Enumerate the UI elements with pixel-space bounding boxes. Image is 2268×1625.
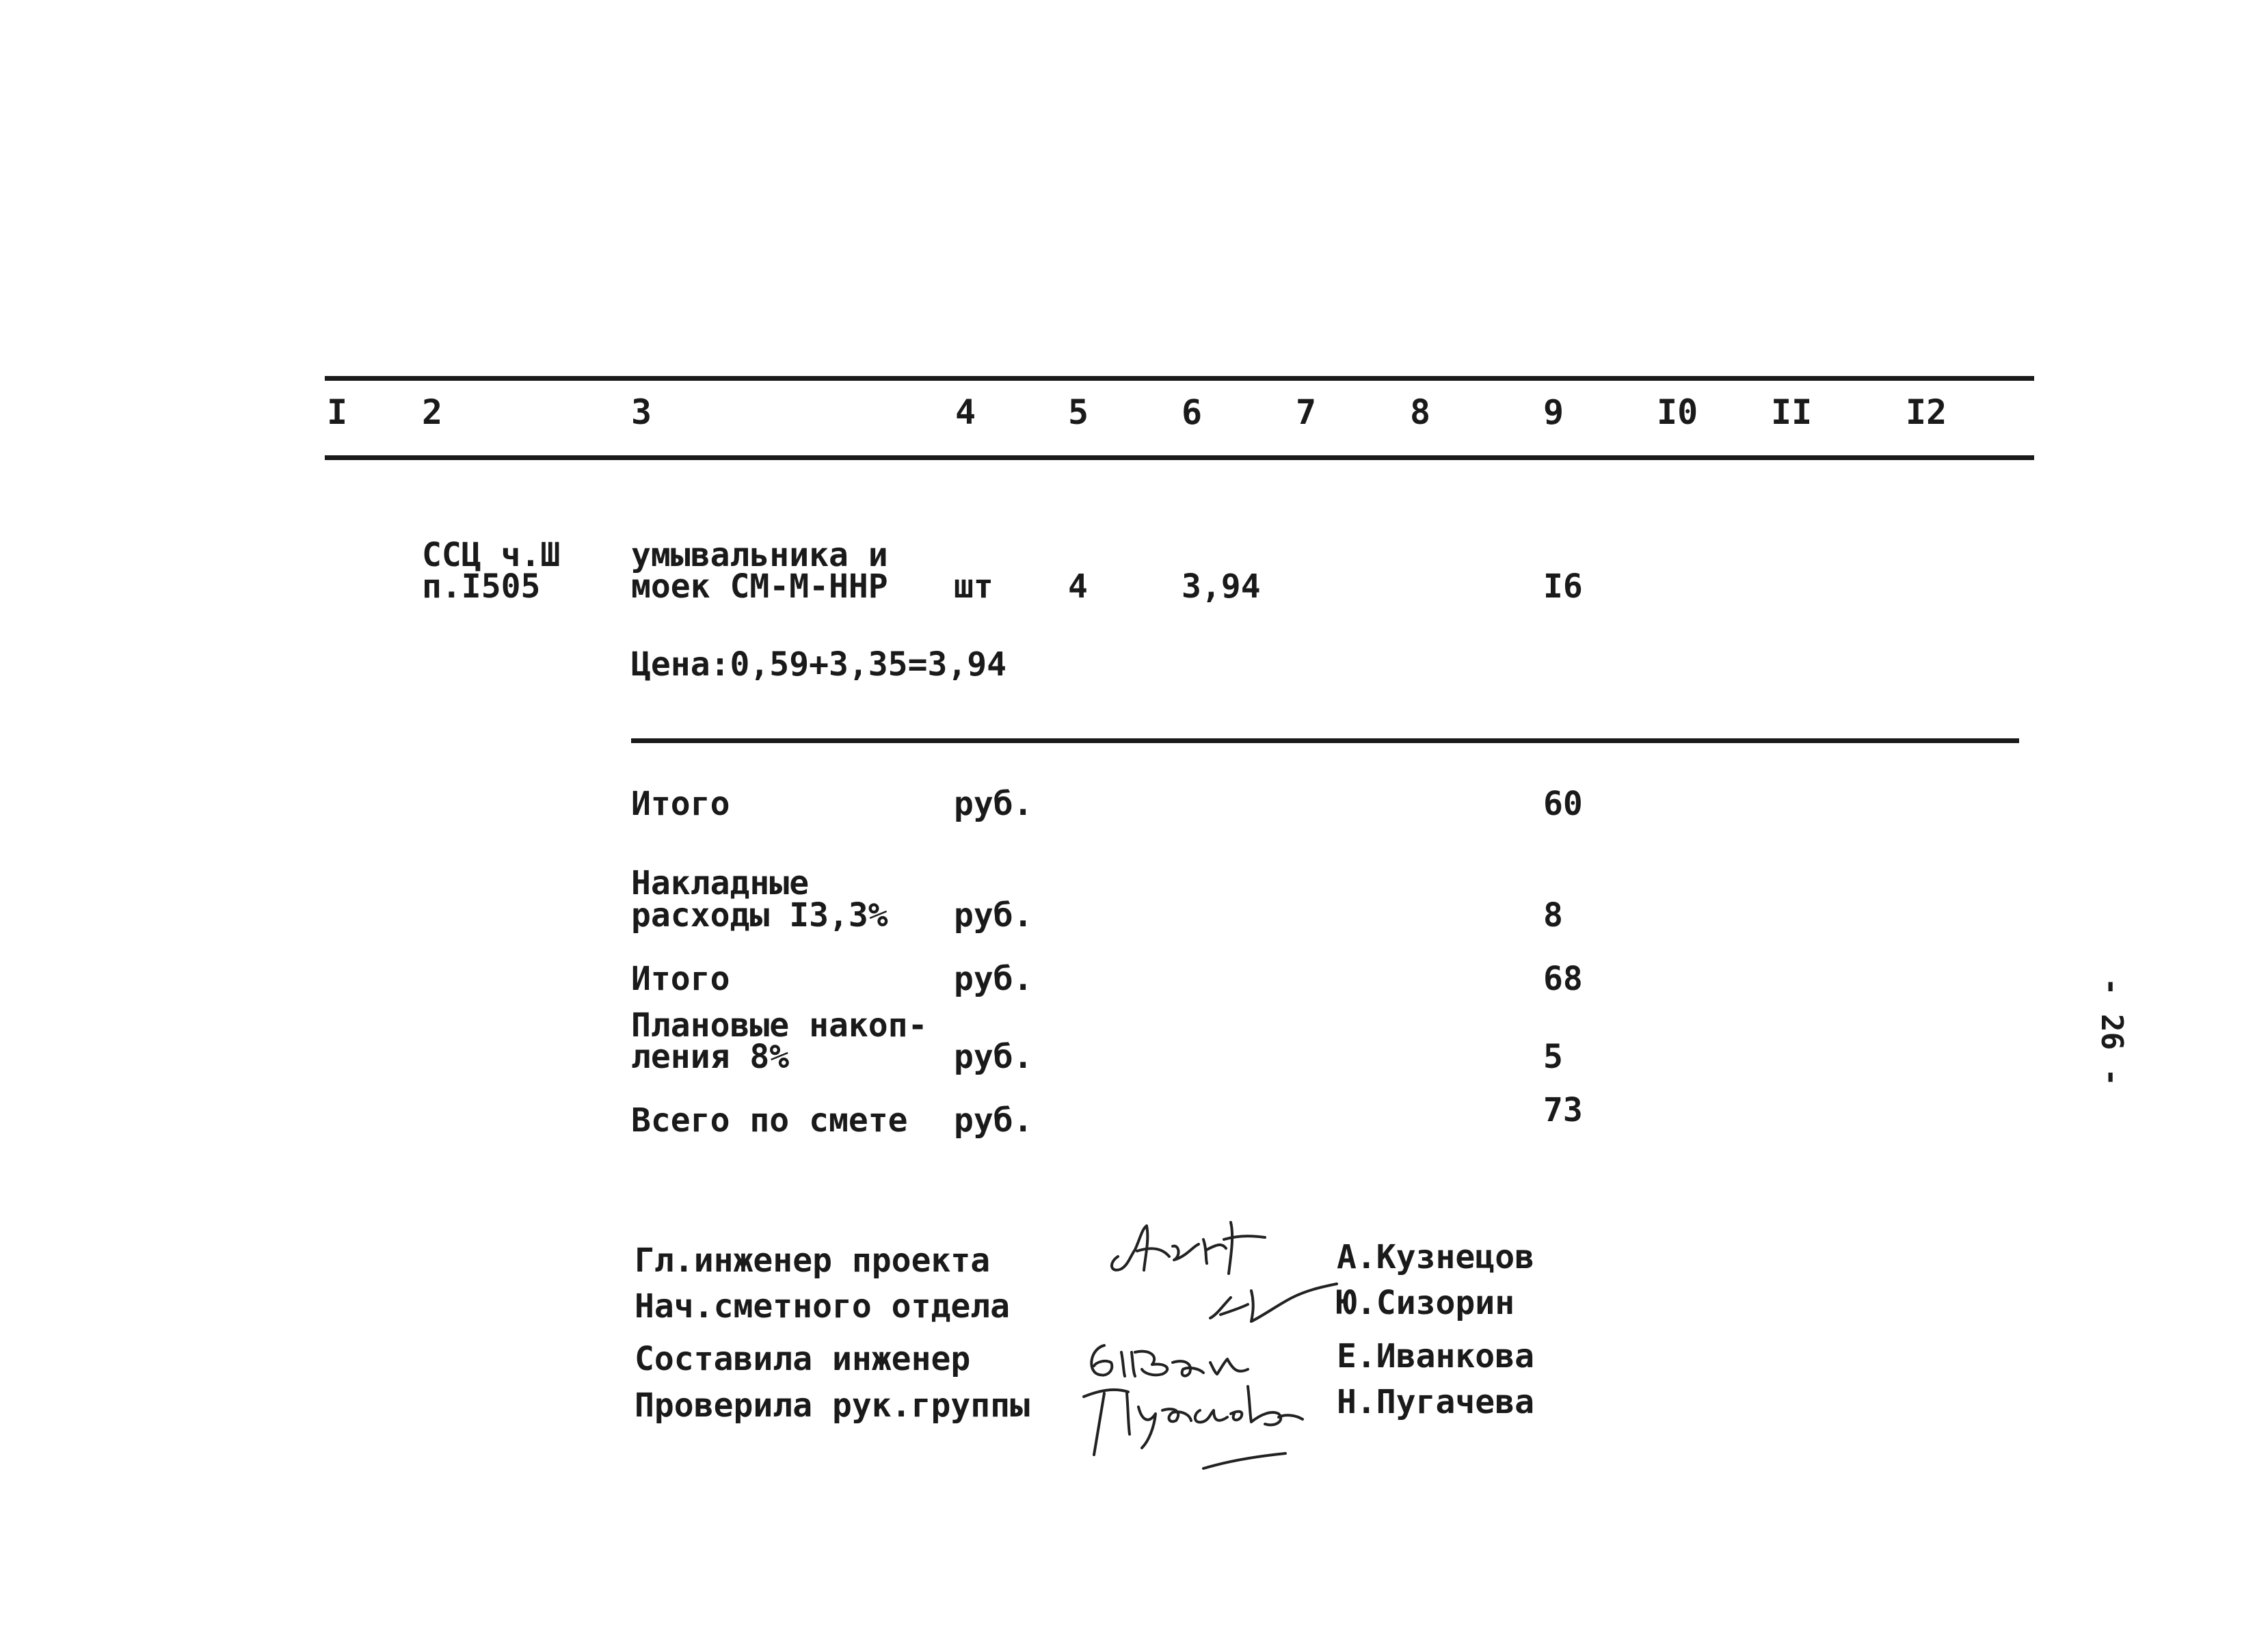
summary-value: 68	[1543, 960, 1583, 998]
summary-unit: руб.	[954, 960, 1033, 998]
column-number: I	[327, 392, 348, 432]
column-number: 4	[955, 392, 976, 432]
summary-label: Итого	[631, 785, 730, 823]
column-number: I0	[1657, 392, 1698, 432]
signatory-role: Составила инженер	[635, 1340, 971, 1378]
item-quantity: 4	[1068, 567, 1088, 606]
column-number: 7	[1296, 392, 1317, 432]
column-number: 3	[631, 392, 652, 432]
item-total: I6	[1543, 567, 1583, 606]
summary-value: 5	[1543, 1038, 1563, 1076]
signatory-role: Проверила рук.группы	[635, 1386, 1030, 1425]
summary-unit: руб.	[954, 1038, 1033, 1076]
summary-value: 73	[1543, 1091, 1583, 1129]
summary-value: 60	[1543, 785, 1583, 823]
signature-pugacheva	[1073, 1373, 1306, 1475]
item-code-line2: п.I505	[422, 567, 541, 606]
summary-label-line1: Накладные	[631, 864, 810, 902]
summary-rule	[631, 738, 2019, 743]
header-top-rule	[325, 376, 2034, 381]
item-name-line2: моек СМ-М-ННР	[631, 567, 888, 606]
column-number: 6	[1182, 392, 1203, 432]
signatory-name: Н.Пугачева	[1337, 1383, 1534, 1421]
summary-label: Итого	[631, 960, 730, 998]
column-number: 9	[1543, 392, 1564, 432]
signatory-name: Е.Иванкова	[1337, 1337, 1534, 1375]
summary-unit: руб.	[954, 1101, 1033, 1140]
signature-sizorin	[1203, 1277, 1340, 1332]
item-price-note: Цена:0,59+3,35=3,94	[631, 645, 1007, 684]
summary-unit: руб.	[954, 896, 1033, 935]
summary-label-line2: расходы I3,3%	[631, 896, 888, 935]
item-name-line1: умывальника и	[631, 536, 888, 574]
summary-label-line1: Плановые накоп-	[631, 1006, 928, 1045]
summary-value: 8	[1543, 896, 1563, 935]
summary-unit: руб.	[954, 785, 1033, 823]
summary-label: Всего по смете	[631, 1101, 908, 1140]
summary-label-line2: ления 8%	[631, 1038, 790, 1076]
column-number: 2	[422, 392, 443, 432]
column-number: 8	[1410, 392, 1431, 432]
signatory-name: А.Кузнецов	[1337, 1238, 1534, 1276]
item-code-line1: ССЦ ч.Ш	[422, 536, 561, 574]
column-number: II	[1771, 392, 1813, 432]
column-number: I2	[1906, 392, 1947, 432]
signatory-name: Ю.Сизорин	[1337, 1284, 1515, 1322]
signatory-role: Нач.сметного отдела	[635, 1287, 1011, 1326]
column-number: 5	[1068, 392, 1089, 432]
header-bottom-rule	[325, 455, 2034, 460]
page-number: - 26 -	[2094, 978, 2129, 1086]
signatory-role: Гл.инженер проекта	[635, 1241, 991, 1280]
signature-kuznetsov	[1104, 1209, 1268, 1284]
item-unit: шт	[954, 567, 993, 606]
item-price: 3,94	[1182, 567, 1261, 606]
